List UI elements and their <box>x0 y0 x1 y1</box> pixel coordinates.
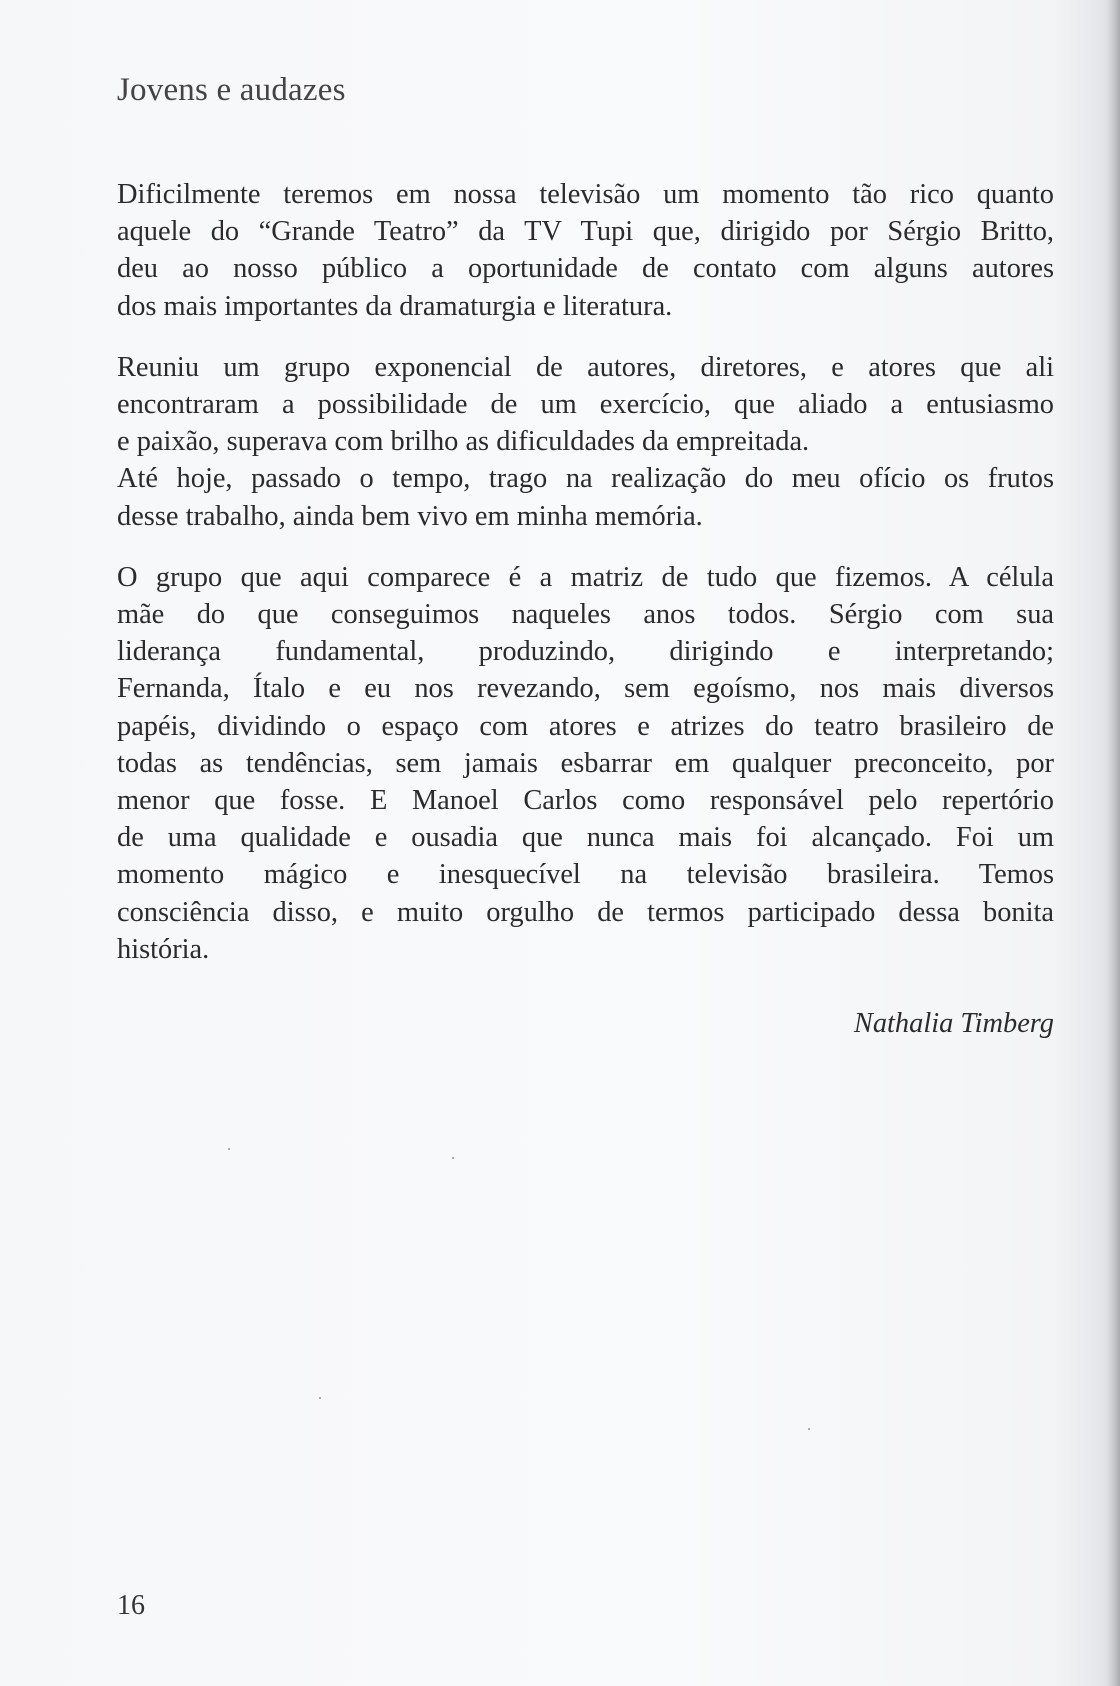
text-line: liderança fundamental, produzindo, dirigindo e interpretando; <box>117 636 1054 668</box>
paragraph-3 <box>117 559 1054 968</box>
page-edge-shadow <box>1106 0 1120 1686</box>
text-line: história. <box>117 933 210 965</box>
running-head: Jovens e audazes <box>117 72 346 108</box>
text-line: encontraram a possibilidade de um exercício, que aliado a entusiasmo <box>117 389 1054 421</box>
text-line: menor que fosse. E Manoel Carlos como responsável pelo repertório <box>117 785 1054 817</box>
page-number: 16 <box>117 1590 145 1621</box>
text-line: de uma qualidade e ousadia que nunca mais foi alcançado. Foi um <box>117 822 1054 854</box>
text-line: deu ao nosso público a oportunidade de contato com alguns autores <box>117 253 1054 285</box>
paper-speck <box>228 1148 230 1150</box>
text-line: momento mágico e inesquecível na televisão brasileira. Temos <box>117 859 1054 891</box>
paper-speck <box>452 1157 454 1159</box>
paper-speck <box>319 1397 321 1399</box>
text-line: Reuniu um grupo exponencial de autores, diretores, e atores que ali <box>117 351 1054 383</box>
text-line: desse trabalho, ainda bem vivo em minha memória. <box>117 500 703 532</box>
text-line: papéis, dividindo o espaço com atores e atrizes do teatro brasileiro de <box>117 710 1054 742</box>
text-line: dos mais importantes da dramaturgia e literatura. <box>117 290 673 322</box>
paragraph-1 <box>117 176 1054 325</box>
paper-speck <box>808 1428 810 1430</box>
text-line: consciência disso, e muito orgulho de termos participado dessa bonita <box>117 896 1054 928</box>
text-line: Até hoje, passado o tempo, trago na realização do meu ofício os frutos <box>117 463 1054 495</box>
paragraph-2 <box>117 349 1054 535</box>
text-line: aquele do “Grande Teatro” da TV Tupi que, dirigido por Sérgio Britto, <box>117 216 1054 248</box>
text-line: todas as tendências, sem jamais esbarrar em qualquer preconceito, por <box>117 747 1054 779</box>
text-line: O grupo que aqui comparece é a matriz de tudo que fizemos. A célula <box>117 561 1054 593</box>
text-line: mãe do que conseguimos naqueles anos todos. Sérgio com sua <box>117 599 1054 631</box>
text-line: Fernanda, Ítalo e eu nos revezando, sem egoísmo, nos mais diversos <box>117 673 1054 705</box>
text-line: e paixão, superava com brilho as dificuldades da empreitada. <box>117 426 810 458</box>
text-line: Dificilmente teremos em nossa televisão um momento tão rico quanto <box>117 179 1054 210</box>
body-text <box>117 176 1054 992</box>
author-signature: Nathalia Timberg <box>853 1008 1054 1039</box>
